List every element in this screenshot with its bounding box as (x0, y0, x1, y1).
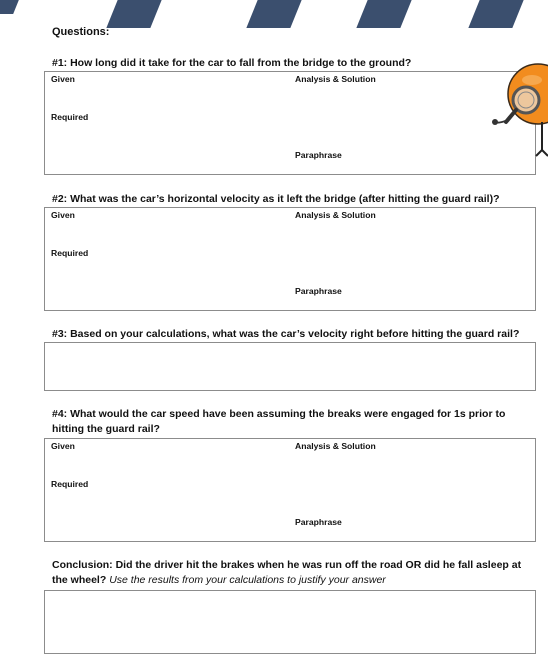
conclusion-line-1: Conclusion: Did the driver hit the brakes when he was run off the road OR did he fall asleep at (52, 559, 522, 571)
magnifier-mascot-icon (490, 62, 548, 162)
answer-box-1[interactable] (44, 71, 536, 175)
label-analysis-solution: Analysis & Solution (295, 210, 376, 220)
label-required: Required (51, 479, 89, 489)
question-1: #1: How long did it take for the car to fall from the bridge to the ground? (52, 57, 412, 69)
answer-box-4[interactable] (44, 438, 536, 542)
question-2: #2: What was the car’s horizontal velocity as it left the bridge (after hitting the guard rail)? (52, 193, 500, 205)
conclusion-answer-box[interactable] (44, 590, 536, 654)
label-given: Given (51, 441, 75, 451)
conclusion-question-end: the wheel? (52, 574, 107, 586)
question-4-line-2: hitting the guard rail? (52, 423, 160, 435)
label-required: Required (51, 112, 89, 122)
page-title: Questions: (52, 26, 110, 38)
question-3: #3: Based on your calculations, what was the car’s velocity right before hitting the guard rail? (52, 328, 520, 340)
label-paraphrase: Paraphrase (295, 517, 342, 527)
label-paraphrase: Paraphrase (295, 150, 342, 160)
conclusion-instruction: Use the results from your calculations to justify your answer (109, 574, 386, 586)
answer-box-3[interactable] (44, 342, 536, 391)
label-required: Required (51, 248, 89, 258)
label-analysis-solution: Analysis & Solution (295, 74, 376, 84)
label-given: Given (51, 74, 75, 84)
header-stripe (356, 0, 411, 28)
conclusion-line-2 (52, 573, 386, 588)
question-4-line-1: #4: What would the car speed have been assuming the breaks were engaged for 1s prior to (52, 408, 506, 420)
header-stripe (106, 0, 161, 28)
answer-box-2[interactable] (44, 207, 536, 311)
header-stripe (246, 0, 301, 28)
label-analysis-solution: Analysis & Solution (295, 441, 376, 451)
header-stripe (468, 0, 523, 28)
label-paraphrase: Paraphrase (295, 286, 342, 296)
label-given: Given (51, 210, 75, 220)
header-stripe (0, 0, 19, 14)
